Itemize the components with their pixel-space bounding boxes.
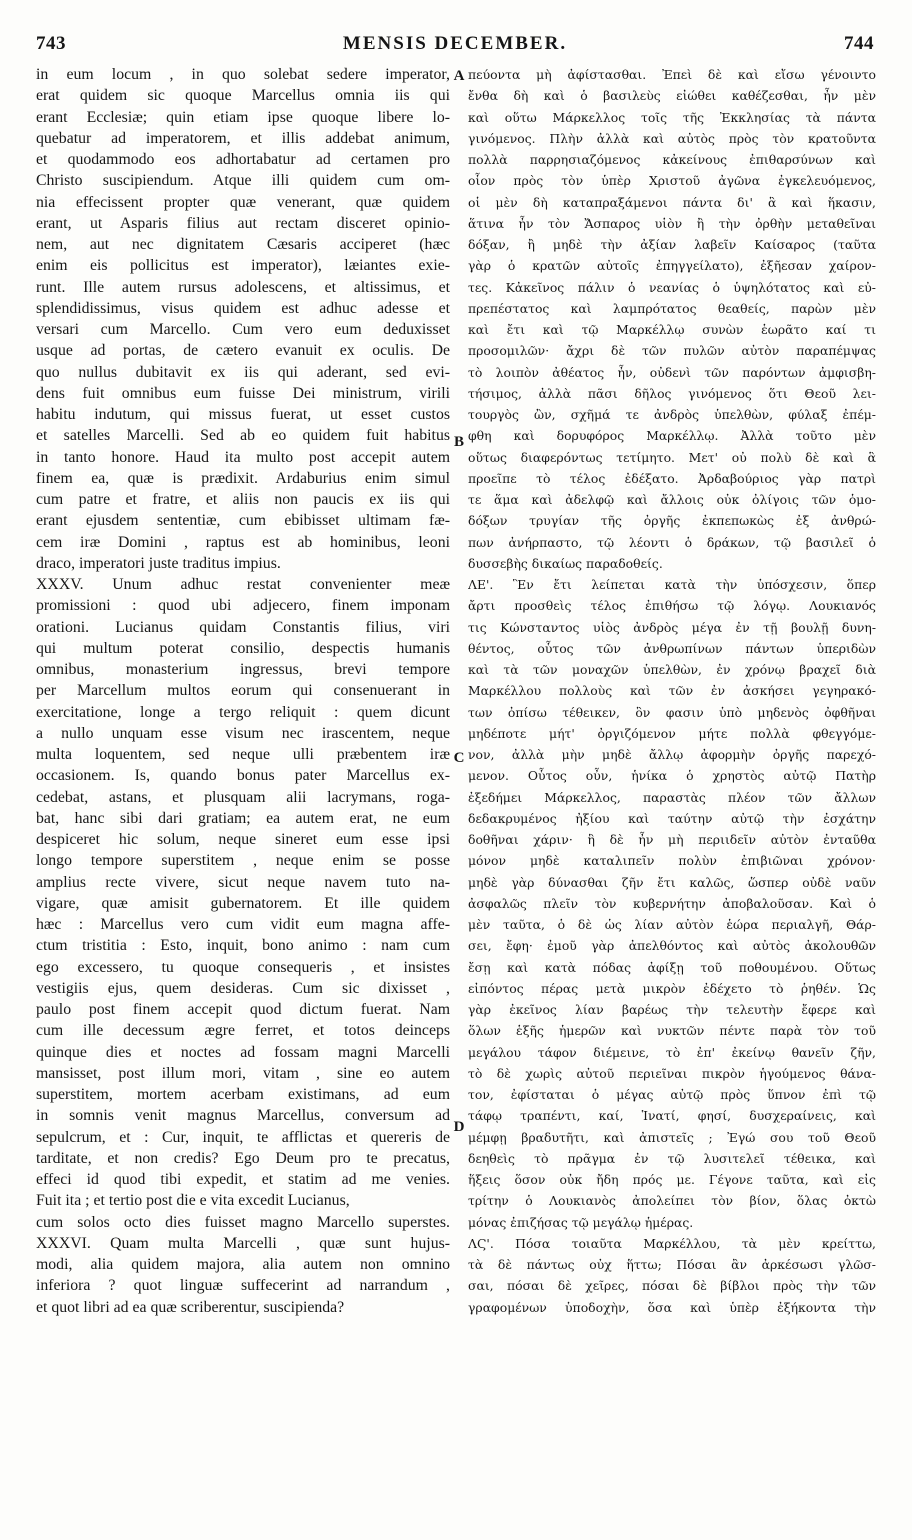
latin-text-line: qui multum poterat consilio, despectis humanis xyxy=(36,639,450,657)
greek-text-line: ἅτινα ἦν τὸν Ἄσπαρος υἱὸν ἢ τὴν ὀρθὴν μεταθεῖναι xyxy=(468,215,876,231)
greek-text-line: προεῖπε τὸ τέλος ἐδέξατο. Ἀρδαβούριος γὰρ πατρὶ xyxy=(468,470,876,486)
latin-text-line: in somnis venit magnus Marcellus, conversum ad xyxy=(36,1107,450,1125)
latin-text-line: versari cum Marcello. Cum vero eum deduxisset xyxy=(36,321,450,338)
greek-text-line: τὸ δὲ χωρὶς αὐτοῦ περιεῖναι πικρὸν ἡγούμενος θάνα- xyxy=(468,1065,876,1081)
greek-text-line: ἥξεις ὅσον οὐκ ἤδη πρός με. Γέγονε ταῦτα, καὶ εἰς xyxy=(468,1172,876,1187)
latin-text-line: nem, aut nec dignitatem Cæsaris acciperet (hæc xyxy=(36,236,450,253)
greek-text-line: δοθῆναι χάριν· ἣ δὲ ἦν μὴ περιιδεῖν αὐτὸν ἐνταῦθα xyxy=(468,832,876,847)
greek-text-line: γραφομένων ὑποδοχὴν, ὅσα καὶ ὑπὲρ ἐξήκοντα τὴν xyxy=(468,1299,876,1315)
latin-text-line: orationi. Lucianus quidam Constantis filius, viri xyxy=(36,618,450,636)
latin-text-line: enim eis pollicitus est imperator), læiantes exie- xyxy=(36,257,450,275)
latin-text-line: cum solos octo dies fuisset magno Marcello superstes. xyxy=(36,1213,450,1231)
greek-text-line: μὲν ταῦτα, ὁ δὲ ὡς λίαν αὐτὸν ἑώρα περιαλγῆ, Θάρ- xyxy=(468,917,876,932)
running-title: MENSIS DECEMBER. xyxy=(342,33,568,54)
latin-text-line: erant, ut Asparis filius aut rectam disceret opinio- xyxy=(36,214,450,232)
latin-text-line: bat, hanc sibi dari gratiam; ea autem erat, ne eum xyxy=(36,809,450,827)
greek-text-line: προσομιλῶν· ἄχρι δὲ τῶν πυλῶν αὐτὸν παραπέμψας xyxy=(468,343,876,359)
latin-text-line: superstitem, mortem acerbam existimans, ad eum xyxy=(36,1086,450,1103)
latin-text-line: tarditate, et non credis? Ego Deum pro te precatus, xyxy=(36,1149,450,1167)
latin-text-line: longo tempore superstitem , neque enim se posse xyxy=(36,852,450,870)
latin-text-line: ego excessero, tu quoque consequeris , et insistes xyxy=(36,958,450,976)
latin-text-line: mansisset, post illum mori, vitam , sine eo autem xyxy=(36,1064,450,1082)
latin-text-line: runt. Ille autem rursus adolescens, et altissimus, et xyxy=(36,278,450,296)
greek-text-line: σει, ἔφη· ἐμοῦ γὰρ ἀπελθόντος καὶ αὐτὸς ἀκολουθῶν xyxy=(468,938,876,954)
latin-text-line: cem iræ Domini , raptus est ab hominibus, leoni xyxy=(36,533,450,551)
latin-text-line: modi, alia quidem majora, alia autem non omnino xyxy=(36,1256,450,1273)
greek-text-line: πολλὰ παρρησιαζόμενος κἀκείνους ἐπιθαρσύνων καὶ xyxy=(468,152,876,167)
greek-text-line: τὰ δὲ πάντως οὐχ ἥττω; Πόσαι ἂν ἀρκέσωσι γλῶσ- xyxy=(468,1257,876,1272)
latin-text-line: usque ad portas, de cætero evanuit ex oculis. De xyxy=(36,342,450,360)
greek-text-line: μηδὲ γὰρ δύνασθαι ζῆν ἔτι καλῶς, ὥσπερ οὐδὲ ναῦν xyxy=(468,874,876,890)
latin-text-line: et satelles Marcelli. Sed ab eo quidem fuit habitus xyxy=(36,427,450,445)
greek-text-line: οἱ μὲν δὴ καταπραξάμενοι πάντα δι' ἃ καὶ ἥκασιν, xyxy=(468,194,876,210)
greek-text-line: οὕτως διαφερόντως τετίμητο. Μετ' οὐ πολὺ δὲ καὶ ἃ xyxy=(468,449,876,465)
greek-text-line: μενον. Οὗτος οὖν, ἡνίκα ὁ χρηστὸς αὐτῷ Πατὴρ xyxy=(468,768,876,784)
greek-text-line: δόξων τρυγίαν τῆς ὀργῆς ἐκπεπωκὼς ἐξ ἀνθρώ- xyxy=(468,513,876,529)
greek-text-line: γὰρ ὁ κρατῶν αὐτοῖς ἐπηγγείλατο), ἐξῆεσαν χαίρον- xyxy=(468,258,876,274)
latin-text-line: nia effecissent propter quæ venerant, quæ quidem xyxy=(36,193,450,211)
greek-text-line: γὰρ ἐκεῖνος λίαν βαρέως τὴν τελευτὴν ἔφερε καὶ xyxy=(468,1002,876,1017)
greek-text-line: Μαρκέλλου πολλοὺς καὶ τῶν ἐν ἀσκήσει γεγηρακό- xyxy=(468,683,876,699)
greek-text-line: ἄρτι προσθεὶς τέλος ἐπιθήσω τῷ λόγῳ. Λουκιανός xyxy=(468,598,876,614)
greek-text-line: ΛϚ'. Πόσα τοιαῦτα Μαρκέλλου, τὰ μὲν κρείττω, xyxy=(468,1235,876,1251)
greek-text-line: τις Κώνσταντος υἱὸς ἀνδρὸς μέγα ἐν τῇ βουλῇ δυνη- xyxy=(468,619,876,635)
latin-text-line: paulo post finem accepit quod dictum fuerat. Nam xyxy=(36,1001,450,1018)
latin-text-line: in eum locum , in quo solebat sedere imperator, xyxy=(36,66,450,83)
latin-text-line: Christo suscipiendum. Atque illi quidem cum om- xyxy=(36,172,450,190)
greek-text-line: ἔνθα δὴ καὶ ὁ βασιλεὺς εἰώθει καθέζεσθαι, ἦν μὲν xyxy=(468,88,876,104)
greek-text-line: καὶ ἔτι καὶ τῷ Μαρκέλλῳ συνὼν ἑωρᾶτο καί τι xyxy=(468,322,876,337)
greek-text-line: μέμφῃ βραδυτῆτι, καὶ ἀπιστεῖς ; Ἐγώ σου τοῦ Θεοῦ xyxy=(468,1129,876,1145)
latin-text-line: Fuit ita ; et tertio post die e vita excedit Lucianus, xyxy=(36,1192,350,1210)
latin-text-line: quinque dies et noctes ad fossam magni Marcelli xyxy=(36,1043,450,1061)
latin-text-line: vigare, quæ amisit gubernatorem. Et ille quidem xyxy=(36,894,450,912)
latin-text-line: et quot libri ad ea quæ scriberentur, suscipienda? xyxy=(36,1298,345,1316)
greek-text-line: τὸ λοιπὸν ἀθέατος ἦν, οὐδενὶ τῶν παρόντων ἀμφισβη- xyxy=(468,364,876,380)
greek-text-line: σαι, πόσαι δὲ χεῖρες, πόσαι δὲ βίβλοι πρὸς τὴν τῶν xyxy=(468,1278,876,1294)
latin-text-line: in tanto honore. Haud ita multo post accepit autem xyxy=(36,448,450,466)
latin-text-line: finem ea, quæ is prædixit. Ardaburius enim simul xyxy=(36,469,450,487)
latin-text-line: XXXVI. Quam multa Marcelli , quæ sunt hujus- xyxy=(36,1234,450,1252)
page-header xyxy=(36,30,874,60)
greek-text-line: ἀσφαλῶς πλεῖν τὸν κυβερνήτην ἀποβαλοῦσαν. Καὶ ὁ xyxy=(468,895,876,911)
greek-text-line: εἰπόντος πέρας μετὰ μικρὸν ἐδέχετο τὸ ῥηθέν. Ὡς xyxy=(468,980,876,996)
latin-text-line: et quodammodo eos adhortabatur ad certamen pro xyxy=(36,151,450,168)
greek-text-line: καὶ τὰ τῶν μοναχῶν ὑπελθὼν, ἐν χρόνῳ βραχεῖ διὰ xyxy=(468,662,876,677)
latin-text-line: quo nullus dubitavit ex iis qui aderant, sed evi- xyxy=(36,363,450,381)
greek-text-line: δυσσεβὴς δικαίως παραδοθείς. xyxy=(468,555,663,571)
greek-text-line: τε ἅμα καὶ ἀδελφῷ καὶ ἄλλοις οὐκ ὀλίγοις τῶν ὁμο- xyxy=(468,492,876,507)
greek-text-line: θέντος, οὗτος τῶν ἀνθρωπίνων πάντων ὑπεριδὼν xyxy=(468,640,876,656)
greek-text-line: ἐξεδήμει Μάρκελλος, παραστὰς πλέον τῶν ἄλλων xyxy=(468,789,876,805)
margin-marker-b: B xyxy=(453,434,464,450)
latin-text-line: exercitatione, longe a tergo reliquit : quem dicunt xyxy=(36,703,450,721)
greek-text-line: δόξαν, ἢ μηδὲ τὴν ἀξίαν λαβεῖν Καίσαρος (ταῦτα xyxy=(468,237,876,252)
latin-text-line: splendidissimus, visus quidem est adhuc adesse et xyxy=(36,299,450,317)
latin-text-line: erant ejusdem sententiæ, cum ebibisset ultimam fæ- xyxy=(36,512,450,530)
greek-column xyxy=(468,64,876,1318)
greek-text-line: μηδέποτε μήτ' ὀργιζόμενον μήτε πολλὰ φθεγγόμε- xyxy=(468,725,876,741)
greek-text-line: ἔσῃ καὶ κατὰ πόδας ἀφίξῃ τοῦ ποθουμένου. Οὕτως xyxy=(468,959,876,975)
latin-text-line: occasionem. Is, quando bonus pater Marcellus ex- xyxy=(36,767,450,785)
latin-text-line: habitu indutum, qui missus fuerat, ut esset custos xyxy=(36,406,450,423)
latin-text-line: erant Ecclesiæ; quin etiam ipse quoque libere lo- xyxy=(36,108,450,126)
latin-text-line: cum patre et fratre, et aliis non paucis ex iis qui xyxy=(36,491,450,508)
latin-column xyxy=(36,64,450,1318)
latin-text-line: hæc : Marcellus vero cum vidit eum magna affe- xyxy=(36,916,450,933)
latin-text-line: erat quidem sic quoque Marcellus omnia iis qui xyxy=(36,87,450,105)
greek-text-line: τάφῳ τραπέντι, καί, Ἱνατί, φησί, δυσχεραίνεις, καὶ xyxy=(468,1108,876,1124)
margin-marker-d: D xyxy=(453,1119,465,1135)
margin-marker-a: A xyxy=(453,68,465,84)
latin-text-line: omnibus, monasterium ingressus, brevi tempore xyxy=(36,661,450,678)
greek-text-line: νον, ἀλλὰ μὴν μηδὲ ἄλλῳ ἀφορμὴν ὀργῆς παρεχό- xyxy=(468,747,876,762)
greek-text-line: τουργὸς ὢν, σχῆμά τε ἀνδρὸς ὑπελθὼν, φύλαξ ἐπέμ- xyxy=(468,407,876,422)
latin-text-line: cedebat, astans, et plusquam alii lacrymans, roga- xyxy=(36,788,450,806)
greek-text-line: πρεπέστατος καὶ λαμπρότατος θεαθείς, παρὼν μὲν xyxy=(468,300,876,316)
latin-text-line: despiceret hic solum, neque sineret eum esse ipsi xyxy=(36,831,450,848)
latin-text-line: cum ille decessum ægre ferret, et totos deinceps xyxy=(36,1022,450,1040)
latin-text-line: effeci id quod tibi expedit, et statim ad me venies. xyxy=(36,1171,450,1188)
greek-text-line: πεύοντα μὴ ἀφίστασθαι. Ἐπεὶ δὲ καὶ εἴσω γένοιντο xyxy=(468,67,876,82)
greek-text-line: φθη καὶ δορυφόρος Μαρκέλλῳ. Ἀλλὰ τοῦτο μὲν xyxy=(468,428,876,444)
greek-text-line: μόνας ἐπιζήσας τῷ μεγάλῳ ἡμέρας. xyxy=(468,1214,694,1230)
greek-text-line: τες. Κἀκεῖνος πάλιν ὁ νεανίας ὁ ὑψηλότατος καὶ εὐ- xyxy=(468,279,876,295)
latin-text-line: quebatur ad imperatorem, et illis addebat animum, xyxy=(36,129,450,147)
latin-text-line: a nullo unquam esse visum nec irascentem, neque xyxy=(36,724,450,742)
greek-text-line: πων ἀνήρπαστο, τῷ λέοντι ὁ δράκων, τῷ βασιλεῖ ὁ xyxy=(468,534,876,550)
greek-text-line: δεηθεὶς τὸ πρᾶγμα ἐν τῷ λυσιτελεῖ τέθεικα, καὶ xyxy=(468,1150,876,1166)
page-number-right: 744 xyxy=(844,33,874,54)
greek-text-line: ὅλων ἑξῆς ἡμερῶν καὶ νυκτῶν πέντε παρὰ τὸν τοῦ xyxy=(468,1023,876,1039)
latin-text-line: per Marcellum multos eorum qui consenuerant in xyxy=(36,682,450,700)
latin-text-line: vestigiis ejus, quem desideras. Cum sic dixisset , xyxy=(36,979,450,997)
latin-text-line: draco, imperatori juste traditus impius. xyxy=(36,554,281,572)
greek-text-line: μεγάλου τάφον διέμεινε, τὸ ἐπ' ἐκείνῳ θανεῖν ζῆν, xyxy=(468,1044,876,1060)
latin-text-line: XXXV. Unum adhuc restat convenienter meæ xyxy=(36,576,450,593)
greek-text-line: τον, ἐφίσταται ὁ μέγας αὐτῷ πρὸς ὕπνον ἐπὶ τῷ xyxy=(468,1087,876,1102)
latin-text-line: multa loquentem, sed neque ulli præbentem iræ xyxy=(36,746,450,763)
greek-text-line: μόνον μηδὲ καταλιπεῖν πολὺν ἐπιβιῶναι χρόνον· xyxy=(468,853,876,869)
greek-text-line: τήσιμος, ἀλλὰ πᾶσι δῆλος γινόμενος ὅτι Θεοῦ λει- xyxy=(468,385,876,401)
latin-text-line: dens fuit omnibus eum fuisse Dei ministrum, virili xyxy=(36,384,450,402)
greek-text-line: γινόμενος. Πλὴν ἀλλὰ καὶ αὐτὸς πρὸς τὸν κρατοῦντα xyxy=(468,130,876,146)
greek-text-line: καὶ οὕτω Μάρκελλος τοῖς τῆς Ἐκκλησίας τὰ πάντα xyxy=(468,109,876,125)
latin-text-line: inferiora ? quot linguæ suffecerint ad narrandum , xyxy=(36,1277,450,1295)
greek-text-line: ΛΕ'. Ἓν ἔτι λείπεται κατὰ τὴν ὑπόσχεσιν, ὅπερ xyxy=(468,577,876,592)
latin-text-line: ctum tristitia : Esto, inquit, bono animo : nam cum xyxy=(36,937,450,955)
greek-text-line: των ὀπίσω τέθεικεν, ὃν φασιν ὑπὸ μηδενὸς ὀφθῆναι xyxy=(468,704,876,720)
greek-text-line: δεδακρυμένος ἠξίου καὶ ταύτην αὐτῷ τὴν ἐσχάτην xyxy=(468,810,876,826)
latin-text-line: amplius recte vivere, sicut neque navem tuto na- xyxy=(36,873,450,891)
latin-text-line: sepulcrum, et : Cur, inquit, te afflictas et quereris de xyxy=(36,1128,450,1146)
page-number-left: 743 xyxy=(36,33,66,54)
latin-text-line: promissioni : quod ubi adjecero, finem imponam xyxy=(36,597,450,615)
margin-marker-c: C xyxy=(453,750,465,766)
greek-text-line: οἷον πρὸς τὸν ὑπὲρ Χριστοῦ ἀγῶνα ἐγκελευόμενος, xyxy=(468,173,876,189)
greek-text-line: τρίτην ὁ Λουκιανὸς ἀπολείπει τὸν βίον, ὅλας ὀκτὼ xyxy=(468,1193,876,1209)
